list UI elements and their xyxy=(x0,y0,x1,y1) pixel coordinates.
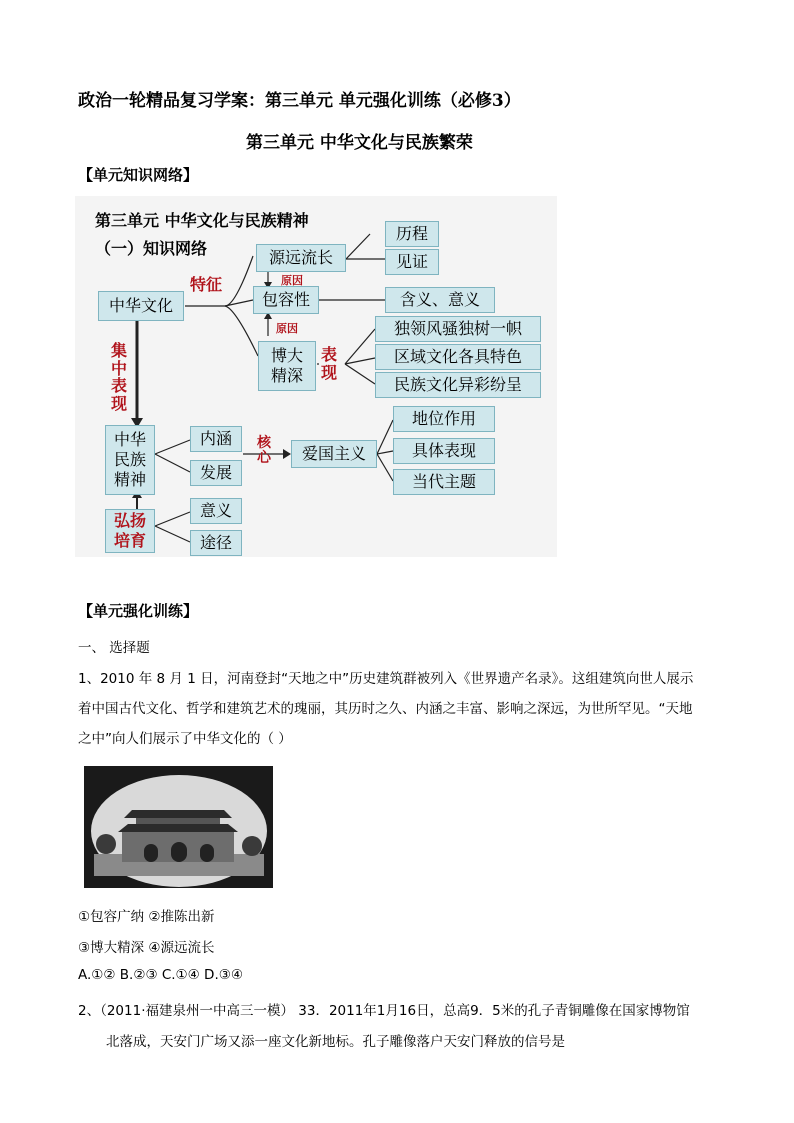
node-yuanyuan-liuchang: 源远流长 xyxy=(256,244,346,272)
label-tezheng: 特征 xyxy=(190,275,223,294)
section-knowledge-network: 【单元知识网络】 xyxy=(78,166,199,184)
node-hongyang-peiyu: 弘扬 培育 xyxy=(105,509,155,553)
node-juti-biaoxian: 具体表现 xyxy=(393,438,495,464)
node-diwei-zuoyong: 地位作用 xyxy=(393,406,495,432)
label-hexin: 核 心 xyxy=(257,435,271,467)
node-minzu-jingshen: 中华 民族 精神 xyxy=(105,425,155,495)
node-aiguo-zhuyi: 爱国主义 xyxy=(291,440,377,468)
node-neihan: 内涵 xyxy=(190,426,242,452)
question-1-line-1: 1、2010 年 8 月 1 日，河南登封“天地之中”历史建筑群被列入《世界遗产名录》。这组建筑向世人展示 xyxy=(78,671,694,687)
part-choice-heading: 一、 选择题 xyxy=(78,640,150,656)
option-row-2: ③博大精深 ④源远流长 xyxy=(78,940,215,956)
node-dangdai-zhuti: 当代主题 xyxy=(393,469,495,495)
question-1-line-2: 着中国古代文化、哲学和建筑艺术的瑰丽，其历时之久、内涵之丰富、影响之深远，为世所罕见。“天地 xyxy=(78,701,693,717)
label-yuanyin-2: 原因 xyxy=(276,322,298,335)
label-biaoxian: 表 现 xyxy=(321,345,338,383)
answer-choices: A.①② B.②③ C.①④ D.③④ xyxy=(78,967,243,983)
node-duling-fengsao: 独领风骚独树一帜 xyxy=(375,316,541,342)
map-subtitle: （一）知识网络 xyxy=(95,239,208,258)
map-title: 第三单元 中华文化与民族精神 xyxy=(95,211,309,230)
node-boda-jingshen: 博大 精深 xyxy=(258,341,316,391)
node-licheng: 历程 xyxy=(385,221,439,247)
question-2-line-1: 2、（2011·福建泉州一中高三一模） 33．2011年1月16日，总高9．5米的孔子青铜雕像在国家博物馆 xyxy=(78,1003,690,1019)
label-jizhong-biaoxian: 集 中 表 现 xyxy=(111,341,128,413)
node-jianzheng: 见证 xyxy=(385,249,439,275)
option-row-1: ①包容广纳 ②推陈出新 xyxy=(78,909,215,925)
question-1-line-3: 之中”向人们展示了中华文化的（ ） xyxy=(78,731,292,747)
knowledge-network-diagram xyxy=(75,196,557,557)
node-quyu-wenhua: 区域文化各具特色 xyxy=(375,344,541,370)
question-2-line-2: 北落成，天安门广场又添一座文化新地标。孔子雕像落户天安门释放的信号是 xyxy=(106,1034,565,1050)
node-baorongxing: 包容性 xyxy=(253,286,319,314)
node-hanyi-yiyi: 含义、意义 xyxy=(385,287,495,313)
document-title: 政治一轮精品复习学案：第三单元 单元强化训练（必修3） xyxy=(78,91,521,111)
node-fazhan: 发展 xyxy=(190,460,242,486)
historic-building-photo xyxy=(84,766,273,888)
label-yuanyin-1: 原因 xyxy=(281,274,303,287)
section-training: 【单元强化训练】 xyxy=(78,602,199,620)
node-yiyi: 意义 xyxy=(190,498,242,524)
unit-title: 第三单元 中华文化与民族繁荣 xyxy=(246,133,473,153)
node-tujing: 途径 xyxy=(190,530,242,556)
node-minzu-wenhua: 民族文化异彩纷呈 xyxy=(375,372,541,398)
node-zhonghua-wenhua: 中华文化 xyxy=(98,291,184,321)
